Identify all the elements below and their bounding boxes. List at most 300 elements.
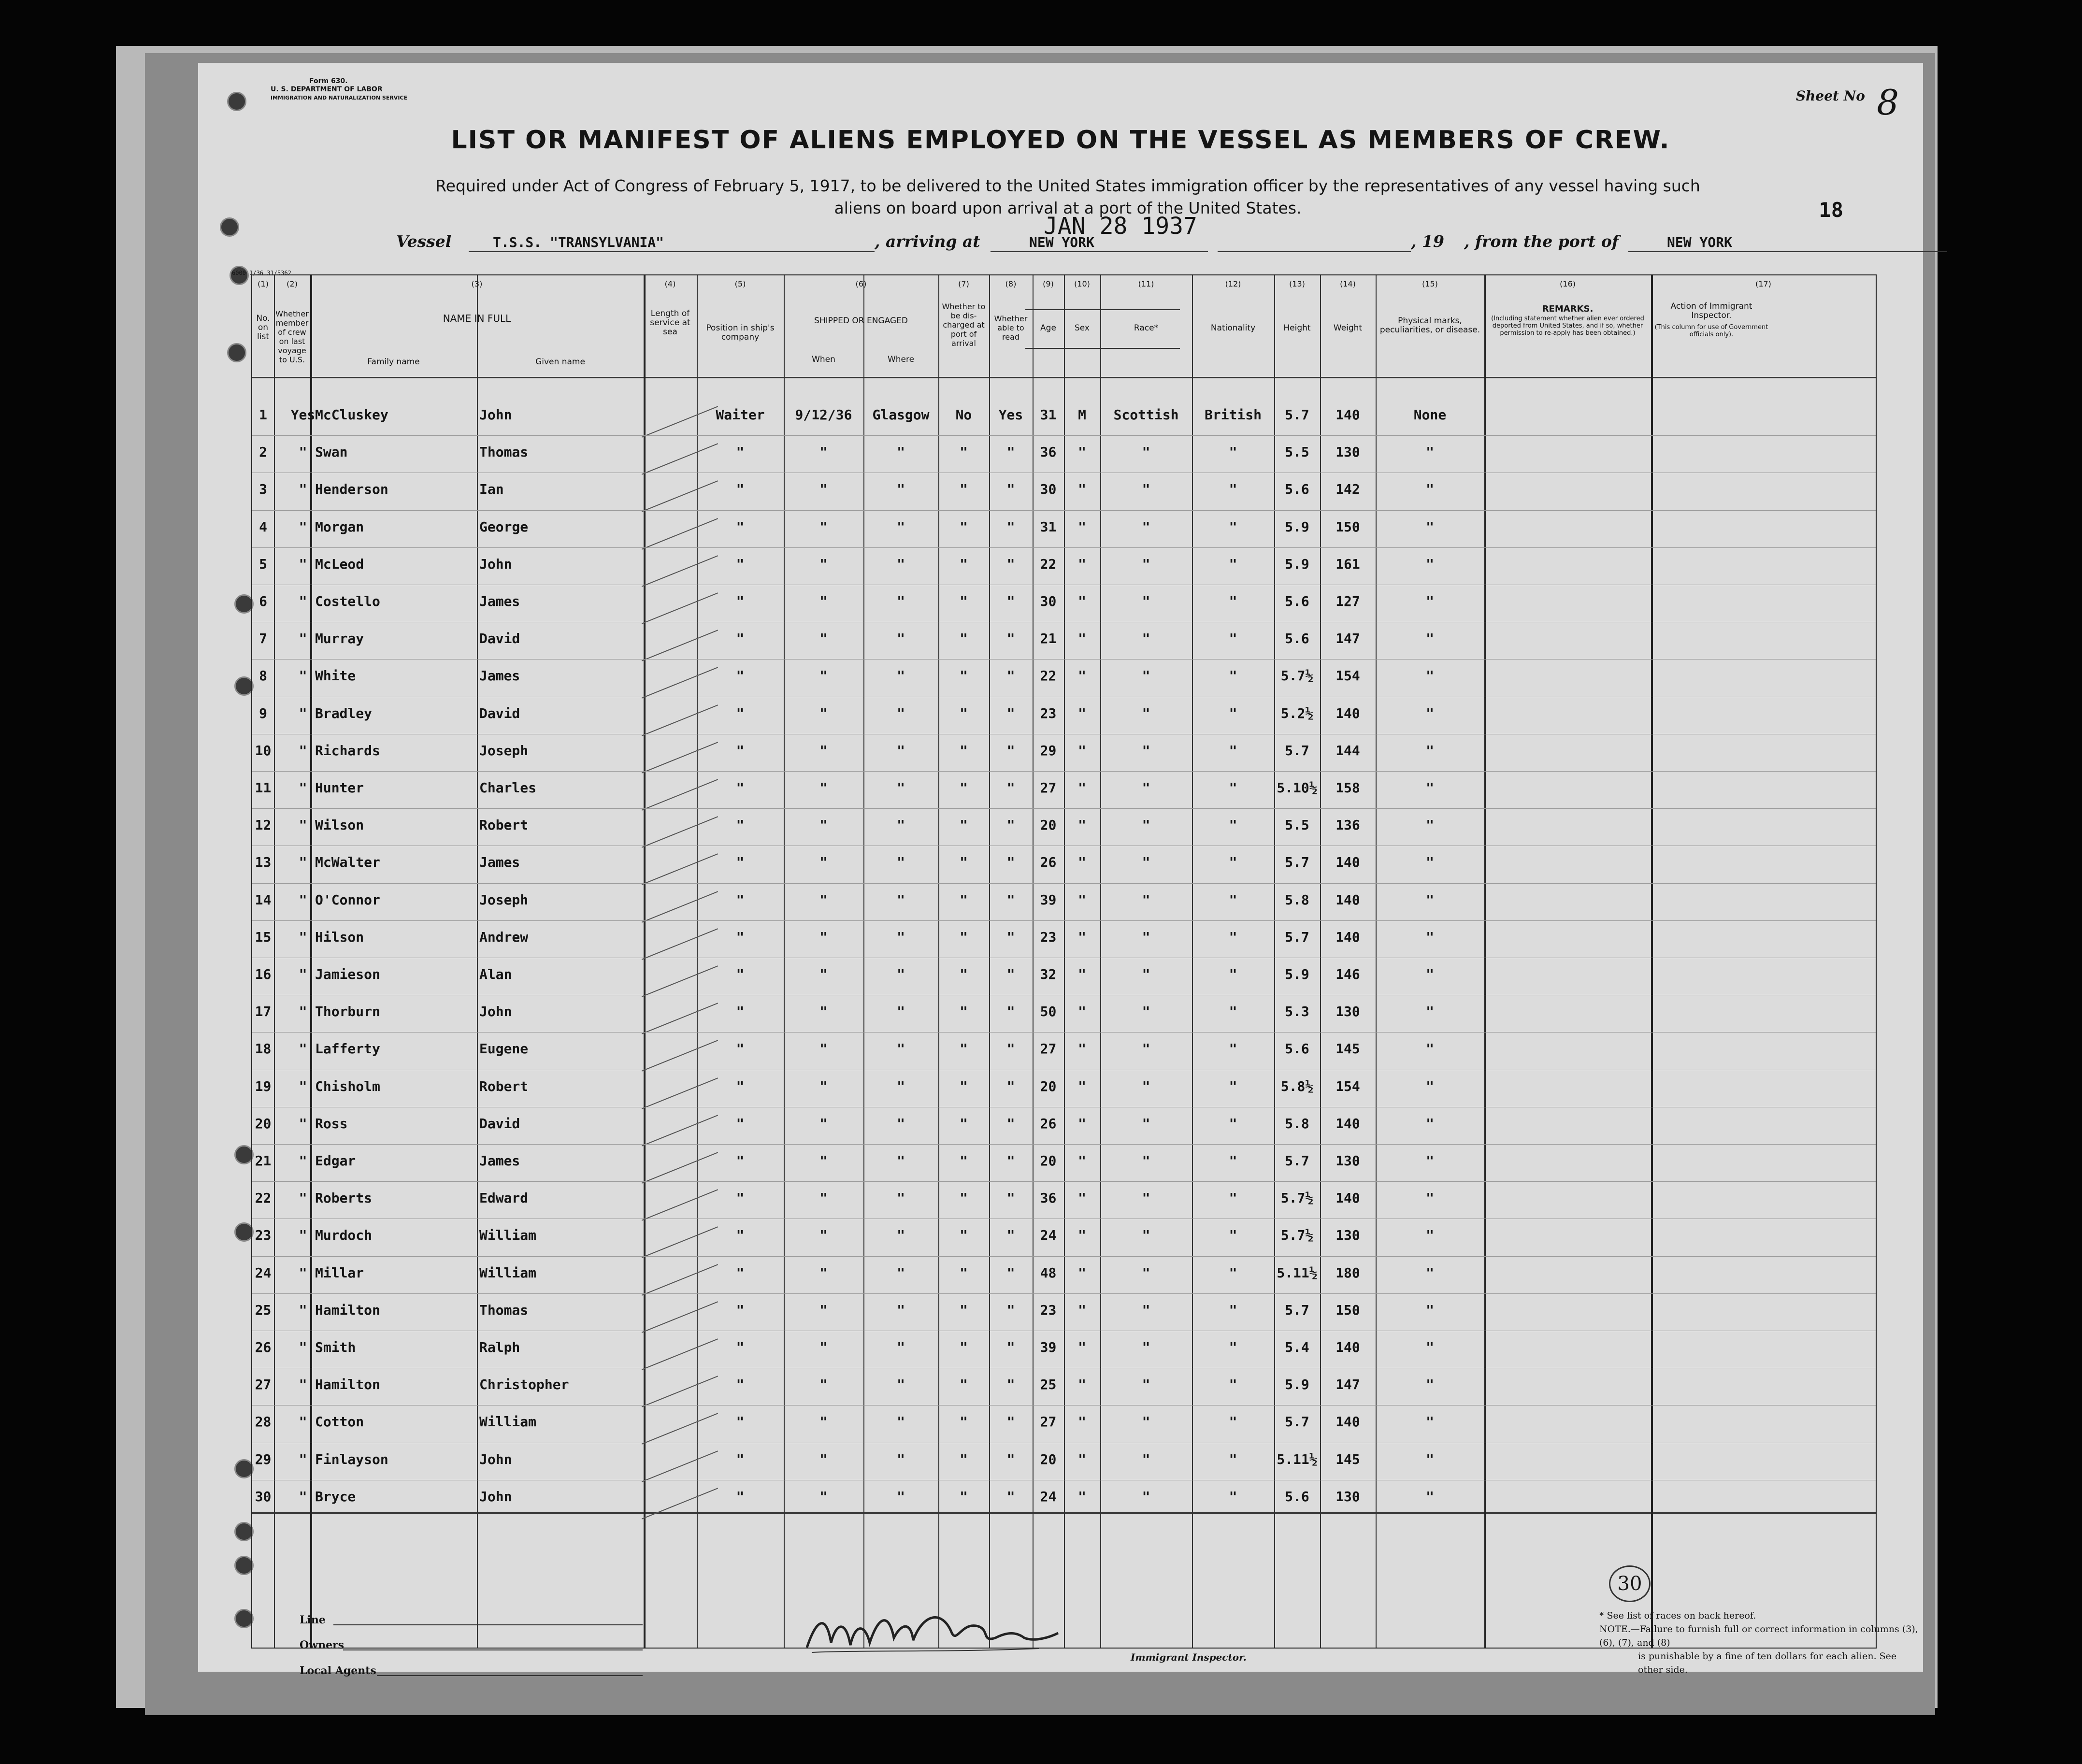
weight-cell: 140 [1335, 1115, 1360, 1132]
table-row [252, 402, 1876, 440]
position-cell: " [736, 444, 745, 460]
row-number-cell: 27 [255, 1377, 272, 1393]
position-cell: " [736, 668, 745, 684]
row-rule [252, 1293, 1876, 1294]
given-name-cell: George [479, 518, 529, 535]
subtitle-line-2: aliens on board upon arrival at a port of the United States. [834, 199, 1302, 217]
given-name-cell: Edward [479, 1190, 529, 1206]
sex-cell: " [1078, 518, 1086, 535]
last-voyage-cell: " [299, 444, 307, 460]
shipped-when-cell: " [819, 780, 828, 796]
family-name-cell: Roberts [315, 1190, 373, 1206]
race-cell: " [1142, 1488, 1150, 1505]
sex-cell: " [1078, 1414, 1086, 1430]
physical-marks-cell: " [1426, 1264, 1434, 1281]
nationality-cell: " [1229, 1414, 1237, 1430]
weight-cell: 140 [1335, 705, 1360, 721]
race-cell: " [1142, 1115, 1150, 1132]
physical-marks-cell: " [1426, 1115, 1434, 1132]
shipped-when-cell: " [819, 1451, 828, 1467]
weight-cell: 144 [1335, 742, 1360, 759]
discharged-cell: " [960, 1377, 968, 1393]
sex-cell: " [1078, 444, 1086, 460]
row-number-cell: 20 [255, 1115, 272, 1132]
race-cell: " [1142, 966, 1150, 982]
table-row [252, 1148, 1876, 1186]
age-cell: 50 [1040, 1004, 1057, 1020]
able-to-read-cell: " [1006, 1078, 1015, 1094]
row-number-cell: 17 [255, 1004, 272, 1020]
row-number-cell: 16 [255, 966, 272, 982]
height-cell: 5.5 [1285, 444, 1309, 460]
given-name-cell: David [479, 631, 520, 647]
last-voyage-cell: " [299, 1115, 307, 1132]
height-cell: 5.7 [1285, 407, 1309, 423]
physical-marks-cell: " [1426, 1339, 1434, 1355]
form-info [271, 77, 407, 102]
last-voyage-cell: " [299, 631, 307, 647]
nationality-cell: " [1229, 1041, 1237, 1057]
discharged-cell: " [960, 1302, 968, 1318]
able-to-read-cell: " [1006, 1377, 1015, 1393]
shipped-where-cell: " [897, 1115, 905, 1132]
position-cell: " [736, 1339, 745, 1355]
physical-marks-cell: " [1426, 631, 1434, 647]
physical-marks-cell: " [1426, 1302, 1434, 1318]
sex-cell: " [1078, 593, 1086, 609]
nationality-cell: " [1229, 518, 1237, 535]
row-rule [252, 1144, 1876, 1145]
row-number-cell: 26 [255, 1339, 272, 1355]
shipped-when-cell: " [819, 1153, 828, 1169]
last-voyage-cell: " [299, 929, 307, 945]
weight-cell: 145 [1335, 1041, 1360, 1057]
position-cell: " [736, 631, 745, 647]
line-label: Line [300, 1614, 326, 1626]
row-number-cell: 18 [255, 1041, 272, 1057]
shipped-where-cell: " [897, 780, 905, 796]
row-number-cell: 12 [255, 817, 272, 833]
sex-cell: " [1078, 1190, 1086, 1206]
row-rule [252, 510, 1876, 511]
age-cell: 26 [1040, 854, 1057, 871]
discharged-cell: " [960, 593, 968, 609]
column-number: (10) [1074, 279, 1090, 288]
shipped-when-cell: " [819, 481, 828, 498]
family-name-cell: Hamilton [315, 1302, 380, 1318]
shipped-when-cell: " [819, 631, 828, 647]
last-voyage-cell: " [299, 1041, 307, 1057]
weight-cell: 127 [1335, 593, 1360, 609]
nationality-cell: " [1229, 593, 1237, 609]
shipped-when-cell: " [819, 1115, 828, 1132]
inspector-signature [797, 1604, 1068, 1662]
discharged-cell: " [960, 1190, 968, 1206]
discharged-cell: " [960, 1041, 968, 1057]
agents-field [377, 1675, 643, 1676]
family-name-cell: Lafferty [315, 1041, 380, 1057]
binder-hole [234, 594, 254, 614]
weight-cell: 142 [1335, 481, 1360, 498]
family-name-cell: Bryce [315, 1488, 356, 1505]
position-cell: " [736, 1227, 745, 1244]
last-voyage-cell: " [299, 817, 307, 833]
family-name-cell: Costello [315, 593, 380, 609]
height-cell: 5.10½ [1277, 780, 1318, 796]
given-name-cell: William [479, 1227, 537, 1244]
physical-marks-cell: " [1426, 780, 1434, 796]
last-voyage-cell: " [299, 1451, 307, 1467]
sex-cell: " [1078, 1264, 1086, 1281]
height-cell: 5.6 [1285, 631, 1309, 647]
physical-marks-cell: " [1426, 817, 1434, 833]
race-cell: " [1142, 1227, 1150, 1244]
row-number-cell: 7 [259, 631, 267, 647]
weight-cell: 158 [1335, 780, 1360, 796]
physical-marks-cell: " [1426, 1488, 1434, 1505]
shipped-when-cell: " [819, 1414, 828, 1430]
race-cell: " [1142, 1377, 1150, 1393]
sex-cell: " [1078, 780, 1086, 796]
sex-cell: " [1078, 1004, 1086, 1020]
row-number-cell: 6 [259, 593, 267, 609]
shipped-when-cell: " [819, 1339, 828, 1355]
last-voyage-cell: " [299, 593, 307, 609]
family-name-cell: O'Connor [315, 891, 380, 908]
nationality-cell: " [1229, 481, 1237, 498]
sheet-number: 8 [1877, 82, 1899, 123]
height-cell: 5.6 [1285, 593, 1309, 609]
column-number: (1) [258, 279, 269, 288]
shipped-where-cell: " [897, 1377, 905, 1393]
table-row [252, 961, 1876, 999]
age-cell: 31 [1040, 407, 1057, 423]
column-number: (14) [1340, 279, 1356, 288]
race-cell: " [1142, 593, 1150, 609]
weight-cell: 140 [1335, 854, 1360, 871]
row-number-cell: 24 [255, 1264, 272, 1281]
race-cell: " [1142, 929, 1150, 945]
table-row [252, 738, 1876, 775]
last-voyage-cell: Yes [290, 407, 316, 423]
height-cell: 5.7 [1285, 1414, 1309, 1430]
shipped-when-cell: 9/12/36 [795, 407, 852, 423]
race-cell: " [1142, 705, 1150, 721]
position-cell: " [736, 1377, 745, 1393]
nationality-cell: " [1229, 1264, 1237, 1281]
sex-cell: " [1078, 1451, 1086, 1467]
last-voyage-cell: " [299, 1227, 307, 1244]
nationality-cell: " [1229, 705, 1237, 721]
able-to-read-cell: " [1006, 1264, 1015, 1281]
shipped-where-cell: " [897, 1339, 905, 1355]
sheet-label: Sheet No [1795, 88, 1865, 104]
last-voyage-cell: " [299, 1302, 307, 1318]
sex-cell: " [1078, 1302, 1086, 1318]
race-cell: " [1142, 1339, 1150, 1355]
table-row [252, 439, 1876, 477]
col-weight-header: Weight [1333, 323, 1363, 333]
shipped-where-cell: " [897, 1302, 905, 1318]
last-voyage-cell: " [299, 705, 307, 721]
last-voyage-cell: " [299, 1414, 307, 1430]
age-cell: 36 [1040, 1190, 1057, 1206]
row-number-cell: 11 [255, 780, 272, 796]
nationality-cell: " [1229, 1190, 1237, 1206]
able-to-read-cell: " [1006, 518, 1015, 535]
discharged-cell: " [960, 929, 968, 945]
line-field [333, 1624, 643, 1625]
row-rule [252, 659, 1876, 660]
able-to-read-cell: " [1006, 966, 1015, 982]
sex-cell: " [1078, 1488, 1086, 1505]
given-name-cell: Alan [479, 966, 512, 982]
discharged-cell: " [960, 1339, 968, 1355]
family-name-cell: Finlayson [315, 1451, 388, 1467]
table-row [252, 1074, 1876, 1111]
physical-marks-cell: " [1426, 854, 1434, 871]
age-cell: 30 [1040, 481, 1057, 498]
height-cell: 5.7½ [1280, 1190, 1314, 1206]
given-name-cell: John [479, 407, 512, 423]
race-cell: Scottish [1113, 407, 1179, 423]
family-name-cell: McLeod [315, 556, 364, 572]
column-number: (6) [855, 279, 867, 288]
col-read-header: Whether able to read [994, 314, 1028, 342]
sex-cell: " [1078, 631, 1086, 647]
height-cell: 5.3 [1285, 1004, 1309, 1020]
family-name-cell: McWalter [315, 854, 380, 871]
col-name-header: NAME IN FULL [443, 313, 511, 324]
row-rule [252, 1181, 1876, 1182]
sex-cell: " [1078, 705, 1086, 721]
discharged-cell: " [960, 1451, 968, 1467]
row-number-cell: 15 [255, 929, 272, 945]
shipped-where-cell: " [897, 1488, 905, 1505]
position-cell: " [736, 1302, 745, 1318]
shipped-where-cell: " [897, 1264, 905, 1281]
given-name-cell: Christopher [479, 1377, 569, 1393]
able-to-read-cell: Yes [998, 407, 1023, 423]
table-row [252, 626, 1876, 663]
given-name-cell: Thomas [479, 444, 529, 460]
shipped-when-cell: " [819, 518, 828, 535]
shipped-where-cell: " [897, 1414, 905, 1430]
discharged-cell: " [960, 631, 968, 647]
last-voyage-cell: " [299, 1377, 307, 1393]
height-cell: 5.6 [1285, 1041, 1309, 1057]
family-name-cell: Edgar [315, 1153, 356, 1169]
last-voyage-cell: " [299, 1004, 307, 1020]
table-row [252, 999, 1876, 1036]
print-code: 6000 1/36 31/5362 [232, 270, 291, 276]
shipped-when-cell: " [819, 1302, 828, 1318]
shipped-where-cell: " [897, 518, 905, 535]
sex-cell: " [1078, 1377, 1086, 1393]
given-name-cell: David [479, 705, 520, 721]
total-circled: 30 [1609, 1565, 1651, 1602]
arriving-at: NEW YORK [1029, 234, 1094, 250]
nationality-cell: " [1229, 1153, 1237, 1169]
last-voyage-cell: " [299, 780, 307, 796]
binder-hole [227, 92, 246, 111]
given-name-cell: Ralph [479, 1339, 520, 1355]
race-cell: " [1142, 518, 1150, 535]
family-name-cell: Millar [315, 1264, 364, 1281]
able-to-read-cell: " [1006, 481, 1015, 498]
able-to-read-cell: " [1006, 1488, 1015, 1505]
table-row [252, 1409, 1876, 1447]
able-to-read-cell: " [1006, 1041, 1015, 1057]
given-name-cell: John [479, 556, 512, 572]
shipped-divider [1025, 309, 1180, 310]
shipped-where-cell: " [897, 966, 905, 982]
col-last-voyage-header: Whether member of crew on last voyage to U.S. [275, 309, 309, 364]
family-name-cell: Morgan [315, 518, 364, 535]
given-name-cell: John [479, 1451, 512, 1467]
last-voyage-cell: " [299, 966, 307, 982]
height-cell: 5.8 [1285, 1115, 1309, 1132]
given-name-cell: James [479, 1153, 520, 1169]
able-to-read-cell: " [1006, 1451, 1015, 1467]
last-voyage-cell: " [299, 742, 307, 759]
position-cell: " [736, 593, 745, 609]
nationality-cell: " [1229, 1488, 1237, 1505]
row-rule [252, 808, 1876, 809]
binder-hole [220, 217, 239, 237]
row-number-cell: 5 [259, 556, 267, 572]
family-name-cell: Ross [315, 1115, 348, 1132]
col-nationality-header: Nationality [1210, 323, 1256, 333]
position-cell: " [736, 817, 745, 833]
position-cell: " [736, 1414, 745, 1430]
able-to-read-cell: " [1006, 1004, 1015, 1020]
table-row [252, 1484, 1876, 1521]
col-discharged-header: Whether to be dis-charged at port of arrival [942, 302, 986, 348]
table-row [252, 1334, 1876, 1372]
footer-notes [1599, 1609, 1918, 1677]
sex-cell: " [1078, 1115, 1086, 1132]
row-rule [252, 1256, 1876, 1257]
weight-cell: 154 [1335, 1078, 1360, 1094]
able-to-read-cell: " [1006, 1190, 1015, 1206]
shipped-subdivider [1025, 348, 1180, 349]
race-cell: " [1142, 817, 1150, 833]
binder-hole [234, 1145, 254, 1164]
position-cell: " [736, 1190, 745, 1206]
position-cell: " [736, 705, 745, 721]
age-cell: 32 [1040, 966, 1057, 982]
discharged-cell: " [960, 1227, 968, 1244]
row-rule [252, 883, 1876, 884]
note-fine: is punishable by a fine of ten dollars for each alien. See other side. [1638, 1651, 1897, 1675]
able-to-read-cell: " [1006, 1227, 1015, 1244]
family-name-cell: Jamieson [315, 966, 380, 982]
age-cell: 31 [1040, 518, 1057, 535]
height-cell: 5.6 [1285, 481, 1309, 498]
last-voyage-cell: " [299, 668, 307, 684]
family-name-cell: Hunter [315, 780, 364, 796]
form-number: Form 630. [309, 77, 348, 85]
from-port: NEW YORK [1667, 234, 1732, 250]
owners-label: Owners [300, 1639, 345, 1651]
row-rule [252, 920, 1876, 921]
height-cell: 5.8 [1285, 891, 1309, 908]
age-cell: 36 [1040, 444, 1057, 460]
given-name-cell: Joseph [479, 742, 529, 759]
given-name-cell: Charles [479, 780, 537, 796]
family-name-cell: White [315, 668, 356, 684]
shipped-when-cell: " [819, 444, 828, 460]
table-row [252, 1260, 1876, 1298]
column-number: (4) [664, 279, 676, 288]
nationality-cell: " [1229, 1339, 1237, 1355]
physical-marks-cell: " [1426, 1227, 1434, 1244]
height-cell: 5.9 [1285, 518, 1309, 535]
row-number-cell: 25 [255, 1302, 272, 1318]
discharged-cell: " [960, 518, 968, 535]
table-row [252, 514, 1876, 552]
able-to-read-cell: " [1006, 817, 1015, 833]
weight-cell: 140 [1335, 891, 1360, 908]
table-row [252, 663, 1876, 701]
shipped-where-cell: " [897, 1041, 905, 1057]
position-cell: " [736, 1004, 745, 1020]
table-row [252, 924, 1876, 962]
shipped-where-cell: " [897, 1078, 905, 1094]
vessel-name-line [469, 232, 875, 252]
race-cell: " [1142, 854, 1150, 871]
able-to-read-cell: " [1006, 593, 1015, 609]
col-height-header: Height [1283, 323, 1311, 333]
shipped-where-cell: " [897, 593, 905, 609]
table-row [252, 701, 1876, 738]
age-cell: 39 [1040, 891, 1057, 908]
nationality-cell: " [1229, 631, 1237, 647]
position-cell: " [736, 929, 745, 945]
col-age-header: Age [1040, 323, 1056, 333]
family-name-cell: McCluskey [315, 407, 388, 423]
row-rule [252, 435, 1876, 436]
weight-cell: 180 [1335, 1264, 1360, 1281]
age-cell: 24 [1040, 1227, 1057, 1244]
sex-cell: " [1078, 817, 1086, 833]
family-name-cell: Smith [315, 1339, 356, 1355]
physical-marks-cell: " [1426, 929, 1434, 945]
last-voyage-cell: " [299, 518, 307, 535]
discharged-cell: " [960, 780, 968, 796]
row-number-cell: 2 [259, 444, 267, 460]
discharged-cell: " [960, 1115, 968, 1132]
position-cell: " [736, 1451, 745, 1467]
last-voyage-cell: " [299, 1264, 307, 1281]
race-cell: " [1142, 742, 1150, 759]
discharged-cell: No [955, 407, 972, 423]
table-row [252, 849, 1876, 887]
weight-cell: 140 [1335, 929, 1360, 945]
row-number-cell: 9 [259, 705, 267, 721]
shipped-when-cell: " [819, 1488, 828, 1505]
given-name-cell: William [479, 1414, 537, 1430]
physical-marks-cell: " [1426, 556, 1434, 572]
arriving-label: , arriving at [875, 232, 980, 251]
note-races: * See list of races on back hereof. [1599, 1610, 1756, 1621]
binder-hole [234, 676, 254, 696]
table-row [252, 812, 1876, 850]
row-number-cell: 8 [259, 668, 267, 684]
physical-marks-cell: " [1426, 1377, 1434, 1393]
given-name-cell: Robert [479, 817, 529, 833]
